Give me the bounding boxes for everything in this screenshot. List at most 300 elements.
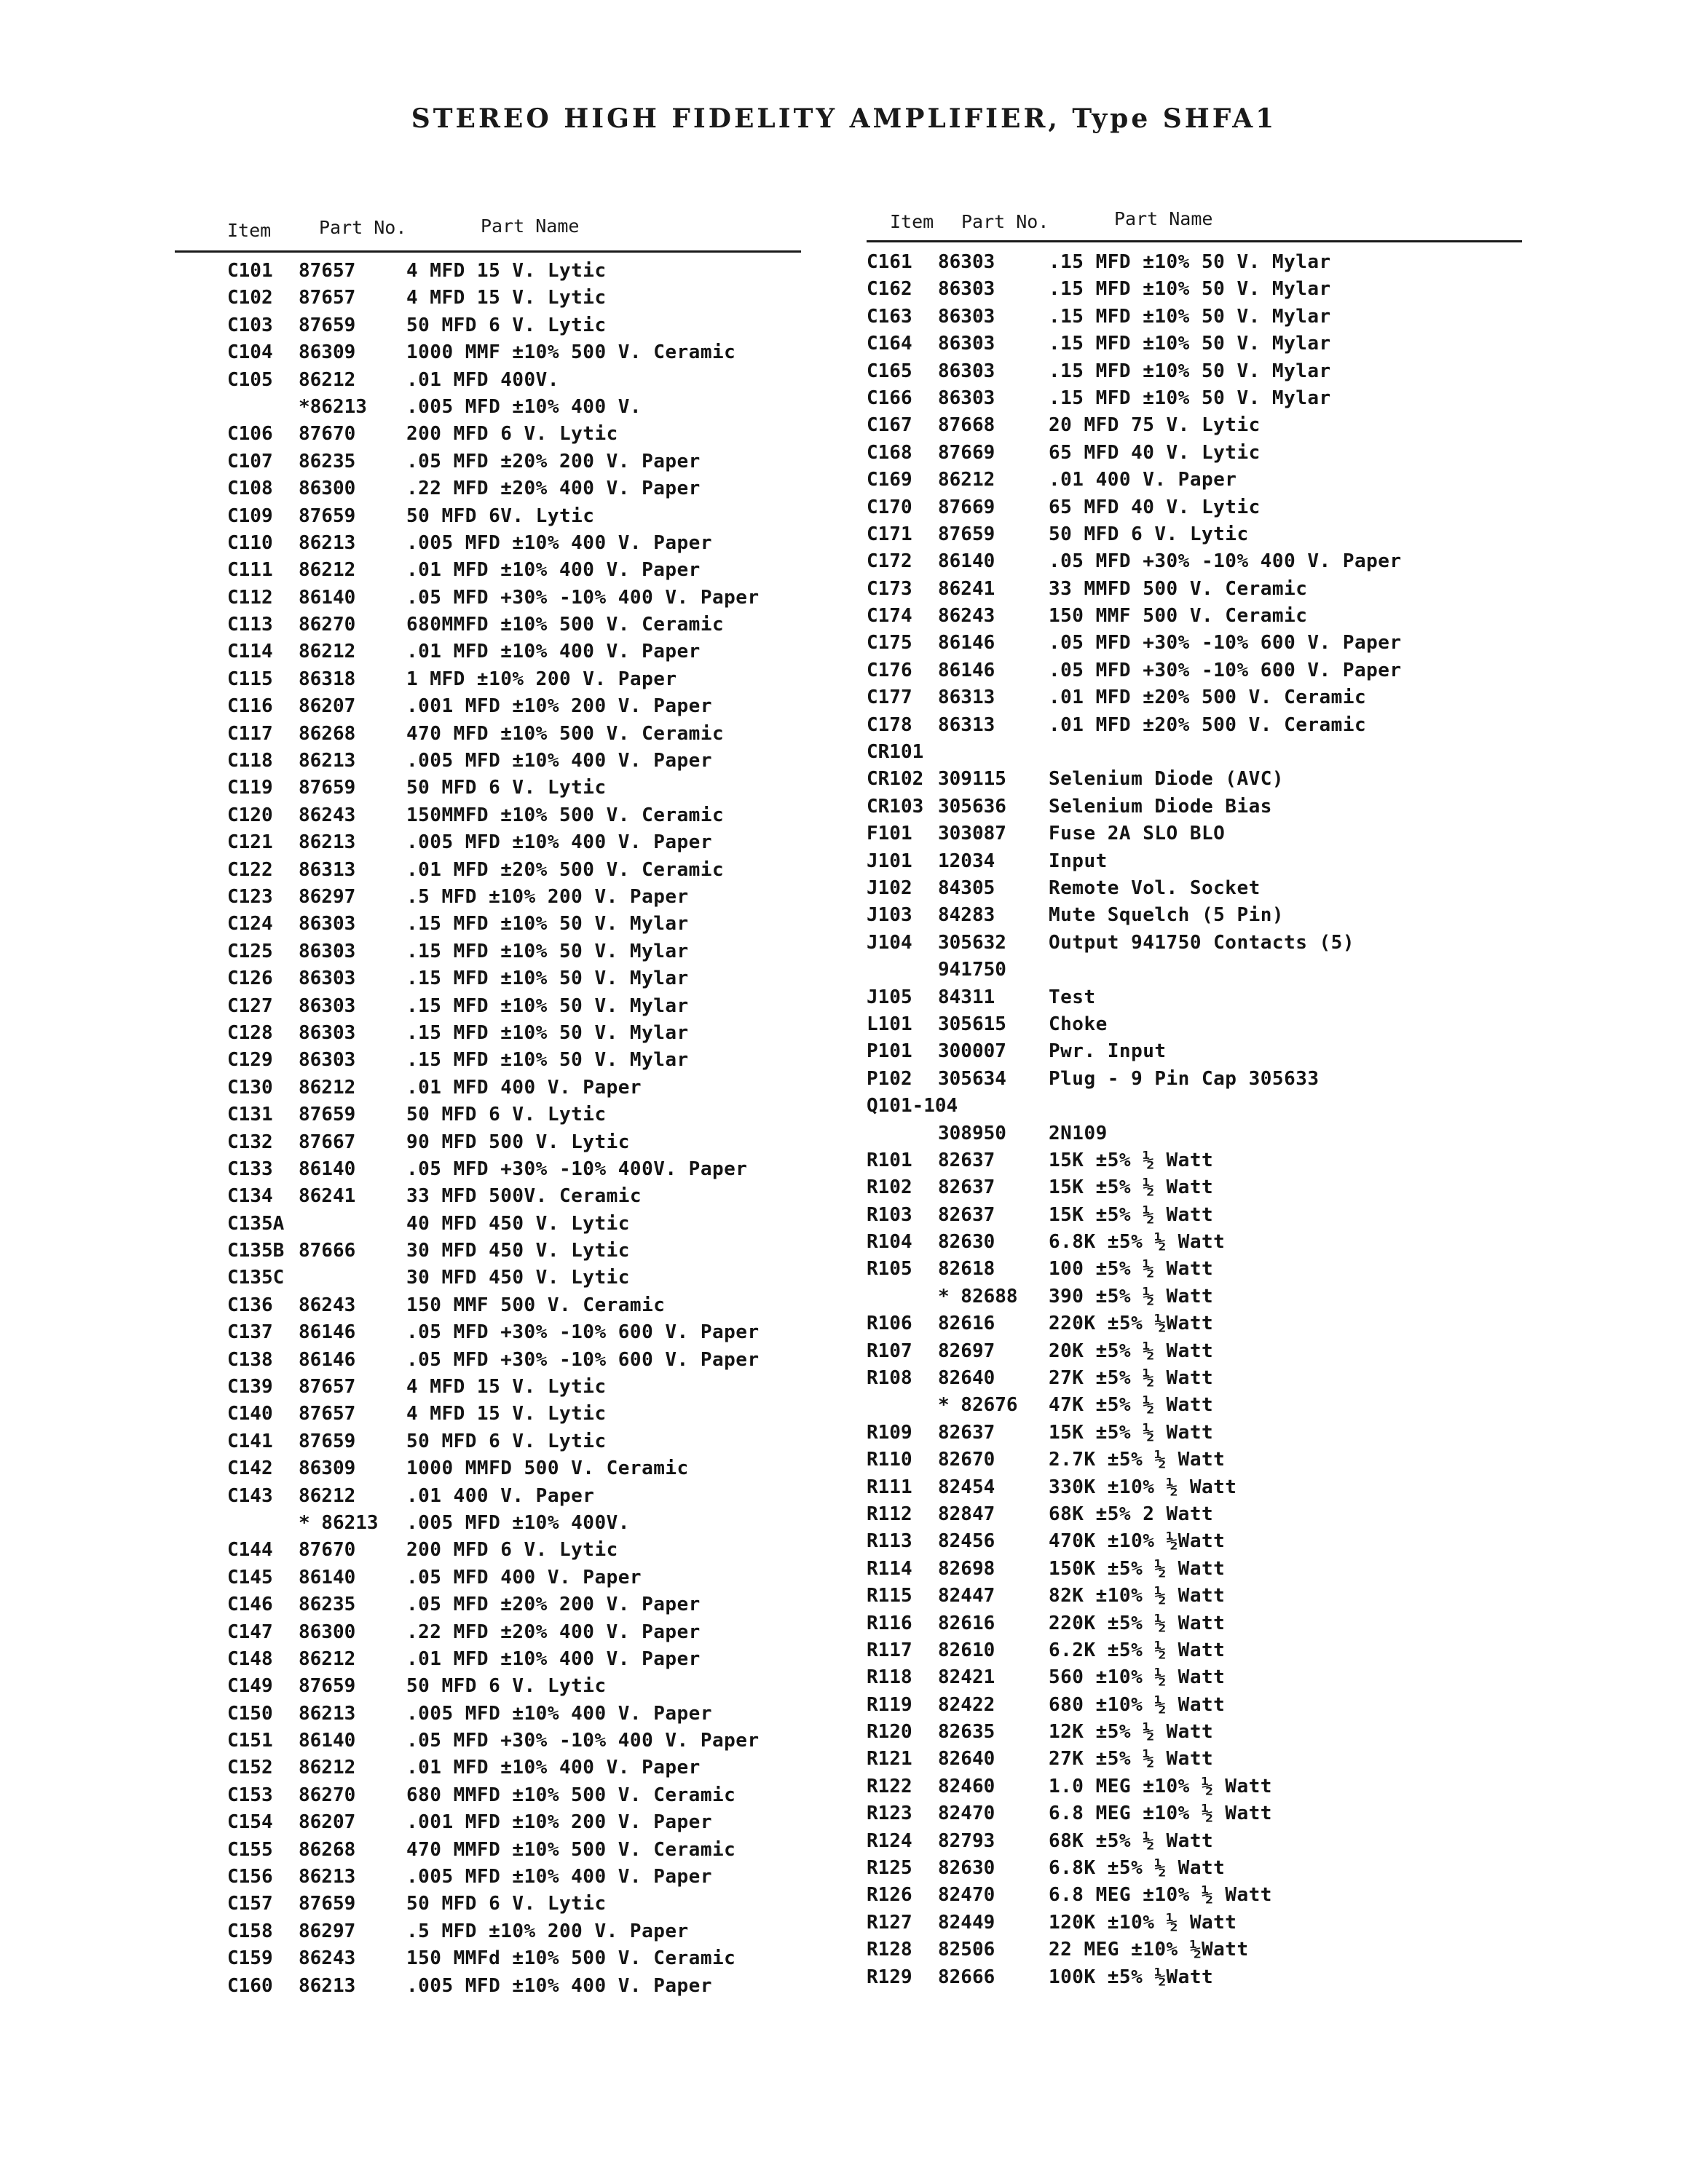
item-cell: CR102 xyxy=(867,768,924,791)
part-no-cell: 86297 xyxy=(299,885,356,908)
part-no-cell: 86309 xyxy=(299,1457,356,1480)
part-no-cell: 84305 xyxy=(938,877,995,899)
parts-row xyxy=(175,339,801,366)
item-cell: J104 xyxy=(867,931,912,954)
item-cell: C156 xyxy=(227,1866,273,1888)
part-name-cell: 22 MEG ±10% ½Watt xyxy=(1049,1939,1249,1961)
parts-row xyxy=(175,1754,801,1781)
item-cell: C166 xyxy=(867,387,912,409)
item-cell: C117 xyxy=(227,722,273,745)
part-name-cell: 65 MFD 40 V. Lytic xyxy=(1049,441,1261,464)
part-no-cell: 87659 xyxy=(938,523,995,545)
item-cell: C151 xyxy=(227,1730,273,1752)
part-name-cell: 47K ±5% ½ Watt xyxy=(1049,1394,1214,1417)
item-cell: C159 xyxy=(227,1947,273,1970)
parts-row xyxy=(867,1202,1522,1229)
part-no-cell: 86303 xyxy=(299,1021,356,1044)
part-name-cell: 390 ±5% ½ Watt xyxy=(1049,1285,1214,1307)
part-name-cell: .05 MFD +30% -10% 400 V. Paper xyxy=(406,586,760,609)
part-name-cell: 100 ±5% ½ Watt xyxy=(1049,1258,1214,1281)
item-cell: CR103 xyxy=(867,795,924,818)
part-no-cell: 87659 xyxy=(299,777,356,799)
parts-row xyxy=(867,1773,1522,1800)
part-name-cell: .15 MFD ±10% 50 V. Mylar xyxy=(406,1049,689,1072)
item-cell: R104 xyxy=(867,1231,912,1254)
part-no-cell: 82470 xyxy=(938,1884,995,1907)
part-no-cell: 86140 xyxy=(299,1730,356,1752)
part-no-cell: 87670 xyxy=(299,423,356,446)
part-name-cell: .001 MFD ±10% 200 V. Paper xyxy=(406,1811,712,1834)
item-cell: C178 xyxy=(867,713,912,736)
part-no-cell: 303087 xyxy=(938,823,1006,845)
parts-row xyxy=(867,276,1522,303)
part-no-cell: 87657 xyxy=(299,1403,356,1425)
part-no-cell: 84283 xyxy=(938,904,995,927)
item-cell: J105 xyxy=(867,986,912,1008)
header-part-name: Part Name xyxy=(1114,208,1213,229)
parts-row xyxy=(867,1855,1522,1882)
parts-row xyxy=(867,957,1522,984)
part-no-cell: 82421 xyxy=(938,1666,995,1689)
part-no-cell: 86212 xyxy=(299,1757,356,1779)
parts-row xyxy=(867,1637,1522,1664)
parts-row xyxy=(175,884,801,911)
parts-row xyxy=(867,794,1522,820)
parts-row xyxy=(175,1510,801,1537)
part-name-cell: 33 MMFD 500 V. Ceramic xyxy=(1049,577,1308,600)
part-name-cell: .15 MFD ±10% 50 V. Mylar xyxy=(406,1021,689,1044)
item-cell: C154 xyxy=(227,1811,273,1834)
part-name-cell: 470 MFD ±10% 500 V. Ceramic xyxy=(406,722,725,745)
header-item: Item xyxy=(227,220,272,241)
parts-row xyxy=(175,258,801,285)
item-cell: C115 xyxy=(227,668,273,690)
part-name-cell: 100K ±5% ½Watt xyxy=(1049,1966,1214,1988)
parts-row xyxy=(175,993,801,1020)
part-name-cell: 4 MFD 15 V. Lytic xyxy=(406,1376,607,1398)
parts-row xyxy=(867,848,1522,875)
parts-row xyxy=(867,1338,1522,1365)
item-cell: P101 xyxy=(867,1040,912,1063)
part-name-cell: 1000 MMFD 500 V. Ceramic xyxy=(406,1457,689,1480)
parts-row xyxy=(175,530,801,557)
part-no-cell: 82637 xyxy=(938,1421,995,1444)
part-no-cell: 86303 xyxy=(299,994,356,1017)
part-no-cell: 86270 xyxy=(299,614,356,636)
item-cell: R110 xyxy=(867,1449,912,1471)
item-cell: C143 xyxy=(227,1484,273,1507)
parts-row xyxy=(867,1910,1522,1936)
parts-row xyxy=(175,1183,801,1210)
part-no-cell: 86140 xyxy=(299,1158,356,1180)
parts-row xyxy=(867,1310,1522,1337)
item-cell: C104 xyxy=(227,341,273,364)
parts-row xyxy=(867,1501,1522,1528)
item-cell: C146 xyxy=(227,1594,273,1616)
part-no-cell: 87659 xyxy=(299,1430,356,1452)
item-cell: R123 xyxy=(867,1803,912,1825)
part-no-cell: 86207 xyxy=(299,695,356,718)
part-name-cell: 82K ±10% ½ Watt xyxy=(1049,1585,1226,1607)
part-name-cell: Pwr. Input xyxy=(1049,1040,1167,1063)
part-name-cell: Selenium Diode Bias xyxy=(1049,795,1272,818)
item-cell: L101 xyxy=(867,1013,912,1035)
parts-row xyxy=(867,548,1522,575)
item-cell: C137 xyxy=(227,1321,273,1344)
parts-row xyxy=(867,1229,1522,1256)
parts-row xyxy=(867,712,1522,739)
part-name-cell: 6.8K ±5% ½ Watt xyxy=(1049,1857,1226,1880)
part-name-cell: .01 400 V. Paper xyxy=(1049,469,1237,491)
part-no-cell: 86303 xyxy=(938,251,995,273)
item-cell: C128 xyxy=(227,1021,273,1044)
item-cell: C140 xyxy=(227,1403,273,1425)
part-no-cell: 86241 xyxy=(299,1185,356,1208)
part-name-cell: .15 MFD ±10% 50 V. Mylar xyxy=(406,913,689,935)
part-name-cell: .15 MFD ±10% 50 V. Mylar xyxy=(1049,251,1331,273)
item-cell: J102 xyxy=(867,877,912,899)
parts-row xyxy=(867,1447,1522,1473)
item-cell: R124 xyxy=(867,1829,912,1852)
parts-row xyxy=(867,603,1522,630)
header-rule xyxy=(867,240,1522,242)
parts-row xyxy=(175,394,801,421)
part-name-cell: 150 MMF 500 V. Ceramic xyxy=(406,1294,666,1316)
part-no-cell: 82616 xyxy=(938,1313,995,1335)
parts-row xyxy=(867,1147,1522,1174)
part-name-cell: 40 MFD 450 V. Lytic xyxy=(406,1212,630,1235)
parts-row xyxy=(867,1365,1522,1392)
part-name-cell: 50 MFD 6 V. Lytic xyxy=(406,1675,607,1698)
part-name-cell: 560 ±10% ½ Watt xyxy=(1049,1666,1226,1689)
item-cell: P102 xyxy=(867,1067,912,1090)
parts-row xyxy=(175,1945,801,1972)
part-no-cell: 941750 xyxy=(938,959,1006,981)
part-no-cell: 82847 xyxy=(938,1503,995,1525)
item-cell: C135A xyxy=(227,1212,285,1235)
part-name-cell: 470K ±10% ½Watt xyxy=(1049,1530,1226,1553)
item-cell: C129 xyxy=(227,1049,273,1072)
part-no-cell: 82637 xyxy=(938,1203,995,1226)
part-name-cell: 680MMFD ±10% 500 V. Ceramic xyxy=(406,614,725,636)
part-name-cell: .01 MFD 400V. xyxy=(406,368,559,391)
part-name-cell: 680 MMFD ±10% 500 V. Ceramic xyxy=(406,1784,736,1806)
part-no-cell: 87659 xyxy=(299,1893,356,1915)
item-cell: C169 xyxy=(867,469,912,491)
item-cell: C160 xyxy=(227,1974,273,1997)
part-name-cell: 330K ±10% ½ Watt xyxy=(1049,1476,1237,1498)
part-no-cell: 82697 xyxy=(938,1340,995,1362)
part-name-cell: .5 MFD ±10% 200 V. Paper xyxy=(406,885,689,908)
part-no-cell: 87659 xyxy=(299,314,356,336)
part-name-cell: .05 MFD +30% -10% 400 V. Paper xyxy=(406,1730,760,1752)
part-no-cell: 305634 xyxy=(938,1067,1006,1090)
part-no-cell: 86235 xyxy=(299,1594,356,1616)
item-cell: C148 xyxy=(227,1647,273,1670)
parts-row xyxy=(867,576,1522,603)
part-name-cell: .01 MFD ±10% 400 V. Paper xyxy=(406,559,701,582)
item-cell: C162 xyxy=(867,278,912,301)
part-no-cell: 82456 xyxy=(938,1530,995,1553)
parts-row xyxy=(175,1156,801,1183)
part-no-cell: 86146 xyxy=(299,1348,356,1371)
item-cell: C106 xyxy=(227,423,273,446)
parts-row xyxy=(175,1265,801,1291)
parts-row xyxy=(175,1238,801,1265)
part-name-cell: .01 MFD ±10% 400 V. Paper xyxy=(406,1647,701,1670)
parts-row xyxy=(867,1474,1522,1501)
parts-row xyxy=(867,1583,1522,1610)
part-name-cell: 2N109 xyxy=(1049,1122,1108,1144)
item-cell: C153 xyxy=(227,1784,273,1806)
part-name-cell: Plug - 9 Pin Cap 305633 xyxy=(1049,1067,1320,1090)
parts-row xyxy=(175,1428,801,1455)
part-no-cell: 86213 xyxy=(299,531,356,554)
parts-row xyxy=(175,1129,801,1156)
item-cell: C108 xyxy=(227,478,273,500)
part-no-cell: 305615 xyxy=(938,1013,1006,1035)
parts-row xyxy=(175,857,801,884)
part-no-cell: 86140 xyxy=(938,550,995,573)
part-no-cell: 82640 xyxy=(938,1367,995,1390)
part-no-cell: 86268 xyxy=(299,722,356,745)
item-cell: C167 xyxy=(867,414,912,437)
item-cell: C111 xyxy=(227,559,273,582)
parts-row xyxy=(175,1591,801,1618)
item-cell: R120 xyxy=(867,1721,912,1744)
part-no-cell: 86303 xyxy=(938,333,995,355)
rows-right xyxy=(867,249,1522,1991)
item-cell: R108 xyxy=(867,1367,912,1390)
part-name-cell: .005 MFD ±10% 400 V. Paper xyxy=(406,750,712,772)
item-cell: C112 xyxy=(227,586,273,609)
part-no-cell: *86213 xyxy=(299,395,367,418)
part-no-cell: * 86213 xyxy=(299,1511,379,1534)
part-no-cell: 87666 xyxy=(299,1240,356,1262)
parts-row xyxy=(867,1011,1522,1038)
part-name-cell: 50 MFD 6 V. Lytic xyxy=(1049,523,1249,545)
item-cell: R128 xyxy=(867,1939,912,1961)
part-name-cell: 50 MFD 6 V. Lytic xyxy=(406,777,607,799)
item-cell: C118 xyxy=(227,750,273,772)
parts-row xyxy=(867,494,1522,521)
part-name-cell: .15 MFD ±10% 50 V. Mylar xyxy=(406,994,689,1017)
part-no-cell: 82447 xyxy=(938,1585,995,1607)
part-no-cell: 12034 xyxy=(938,850,995,872)
part-name-cell: 150MMFD ±10% 500 V. Ceramic xyxy=(406,804,725,826)
part-name-cell: 27K ±5% ½ Watt xyxy=(1049,1367,1214,1390)
parts-row xyxy=(175,1564,801,1591)
part-name-cell: .15 MFD ±10% 50 V. Mylar xyxy=(1049,360,1331,382)
parts-row xyxy=(175,1374,801,1401)
part-name-cell: 1000 MMF ±10% 500 V. Ceramic xyxy=(406,341,736,364)
item-cell: C175 xyxy=(867,632,912,654)
part-name-cell: 50 MFD 6 V. Lytic xyxy=(406,1104,607,1126)
parts-row xyxy=(175,693,801,720)
part-name-cell: .05 MFD ±20% 200 V. Paper xyxy=(406,1594,701,1616)
part-no-cell: 82449 xyxy=(938,1911,995,1934)
parts-row xyxy=(867,1528,1522,1555)
parts-row xyxy=(175,1619,801,1646)
part-no-cell: 86146 xyxy=(938,659,995,681)
part-no-cell: 86212 xyxy=(299,641,356,663)
parts-row xyxy=(867,902,1522,929)
item-cell: R106 xyxy=(867,1313,912,1335)
header-part-no: Part No. xyxy=(961,211,1049,232)
parts-row xyxy=(867,412,1522,439)
item-cell: C127 xyxy=(227,994,273,1017)
part-name-cell: Test xyxy=(1049,986,1096,1008)
parts-row xyxy=(867,1066,1522,1093)
part-no-cell: 87669 xyxy=(938,496,995,518)
item-cell: R102 xyxy=(867,1176,912,1199)
part-no-cell: 86313 xyxy=(938,687,995,709)
parts-row xyxy=(867,358,1522,385)
item-cell: C161 xyxy=(867,251,912,273)
parts-row xyxy=(175,612,801,638)
part-no-cell: 84311 xyxy=(938,986,995,1008)
item-cell: R126 xyxy=(867,1884,912,1907)
part-no-cell: 86303 xyxy=(299,1049,356,1072)
part-no-cell: 86212 xyxy=(938,469,995,491)
parts-row xyxy=(867,440,1522,467)
part-no-cell: 82422 xyxy=(938,1693,995,1716)
parts-row xyxy=(175,1673,801,1700)
parts-row xyxy=(867,1692,1522,1719)
part-name-cell: 30 MFD 450 V. Lytic xyxy=(406,1240,630,1262)
parts-row xyxy=(867,521,1522,548)
parts-row xyxy=(867,1828,1522,1855)
item-cell: R109 xyxy=(867,1421,912,1444)
part-no-cell: 82637 xyxy=(938,1149,995,1171)
item-cell: C130 xyxy=(227,1076,273,1099)
part-no-cell: 86212 xyxy=(299,1076,356,1099)
part-name-cell: .01 MFD ±10% 400 V. Paper xyxy=(406,641,701,663)
part-name-cell: 6.8 MEG ±10% ½ Watt xyxy=(1049,1884,1272,1907)
parts-row xyxy=(175,1809,801,1836)
part-no-cell: 86303 xyxy=(938,387,995,409)
item-cell: C132 xyxy=(227,1131,273,1153)
part-no-cell: 82454 xyxy=(938,1476,995,1498)
item-cell: R119 xyxy=(867,1693,912,1716)
part-no-cell: 82460 xyxy=(938,1775,995,1797)
part-name-cell: 1 MFD ±10% 200 V. Paper xyxy=(406,668,677,690)
item-cell: C109 xyxy=(227,505,273,527)
part-no-cell: 86303 xyxy=(299,968,356,990)
item-cell: C177 xyxy=(867,687,912,709)
part-no-cell: 308950 xyxy=(938,1122,1006,1144)
part-name-cell: 4 MFD 15 V. Lytic xyxy=(406,1403,607,1425)
parts-row xyxy=(867,1174,1522,1201)
parts-row xyxy=(175,285,801,312)
header-rule xyxy=(175,250,801,253)
part-name-cell: Choke xyxy=(1049,1013,1108,1035)
item-cell: C114 xyxy=(227,641,273,663)
item-cell: F101 xyxy=(867,823,912,845)
part-name-cell: .01 MFD 400 V. Paper xyxy=(406,1076,642,1099)
part-name-cell: .005 MFD ±10% 400 V. Paper xyxy=(406,1702,712,1725)
parts-row xyxy=(867,1093,1522,1120)
part-no-cell: 87670 xyxy=(299,1539,356,1562)
part-name-cell: Selenium Diode (AVC) xyxy=(1049,768,1285,791)
parts-row xyxy=(867,1556,1522,1583)
item-cell: C164 xyxy=(867,333,912,355)
item-cell: R125 xyxy=(867,1857,912,1880)
part-name-cell: 220K ±5% ½ Watt xyxy=(1049,1612,1226,1634)
parts-row xyxy=(867,1964,1522,1991)
parts-row xyxy=(175,802,801,829)
part-no-cell: 86313 xyxy=(299,858,356,881)
part-name-cell: 6.8K ±5% ½ Watt xyxy=(1049,1231,1226,1254)
part-no-cell: 86297 xyxy=(299,1920,356,1942)
part-name-cell: .05 MFD +30% -10% 400 V. Paper xyxy=(1049,550,1402,573)
part-name-cell: .15 MFD ±10% 50 V. Mylar xyxy=(1049,278,1331,301)
parts-row xyxy=(175,1347,801,1374)
parts-row xyxy=(175,475,801,502)
parts-row xyxy=(867,1800,1522,1827)
parts-row xyxy=(175,938,801,965)
parts-row xyxy=(867,385,1522,412)
item-cell: R103 xyxy=(867,1203,912,1226)
parts-row xyxy=(175,1646,801,1673)
parts-row xyxy=(175,1211,801,1238)
item-cell: C133 xyxy=(227,1158,273,1180)
part-no-cell: 86300 xyxy=(299,1621,356,1643)
item-cell: C139 xyxy=(227,1376,273,1398)
parts-row xyxy=(867,249,1522,276)
part-no-cell: 86243 xyxy=(299,804,356,826)
part-no-cell: 82470 xyxy=(938,1803,995,1825)
part-no-cell: 86270 xyxy=(299,1784,356,1806)
part-no-cell: 82630 xyxy=(938,1857,995,1880)
item-cell: C126 xyxy=(227,968,273,990)
item-cell: C144 xyxy=(227,1539,273,1562)
item-cell: C136 xyxy=(227,1294,273,1316)
part-no-cell: 87657 xyxy=(299,287,356,309)
parts-row xyxy=(175,312,801,339)
part-no-cell: 86303 xyxy=(299,913,356,935)
item-cell: J103 xyxy=(867,904,912,927)
part-name-cell: 6.8 MEG ±10% ½ Watt xyxy=(1049,1803,1272,1825)
item-cell: C170 xyxy=(867,496,912,518)
part-name-cell: Fuse 2A SLO BLO xyxy=(1049,823,1226,845)
item-cell: C174 xyxy=(867,605,912,628)
item-cell: Q101-104 xyxy=(867,1095,958,1117)
parts-row xyxy=(175,1918,801,1945)
parts-row xyxy=(175,721,801,748)
item-cell: R117 xyxy=(867,1639,912,1661)
part-no-cell: 86303 xyxy=(938,278,995,301)
item-cell: C125 xyxy=(227,940,273,962)
item-cell: R115 xyxy=(867,1585,912,1607)
item-cell: R105 xyxy=(867,1258,912,1281)
part-name-cell: .01 MFD ±20% 500 V. Ceramic xyxy=(1049,687,1367,709)
parts-row xyxy=(175,829,801,856)
parts-row xyxy=(175,666,801,693)
parts-row xyxy=(175,1483,801,1510)
item-cell: R116 xyxy=(867,1612,912,1634)
part-no-cell: 87657 xyxy=(299,260,356,282)
item-cell: R129 xyxy=(867,1966,912,1988)
part-name-cell: 50 MFD 6 V. Lytic xyxy=(406,1430,607,1452)
item-cell: R122 xyxy=(867,1775,912,1797)
part-no-cell: 82698 xyxy=(938,1557,995,1580)
part-no-cell: 86213 xyxy=(299,750,356,772)
part-name-cell: .005 MFD ±10% 400 V. Paper xyxy=(406,1866,712,1888)
header-part-no: Part No. xyxy=(319,217,407,238)
part-name-cell: 65 MFD 40 V. Lytic xyxy=(1049,496,1261,518)
item-cell: C149 xyxy=(227,1675,273,1698)
